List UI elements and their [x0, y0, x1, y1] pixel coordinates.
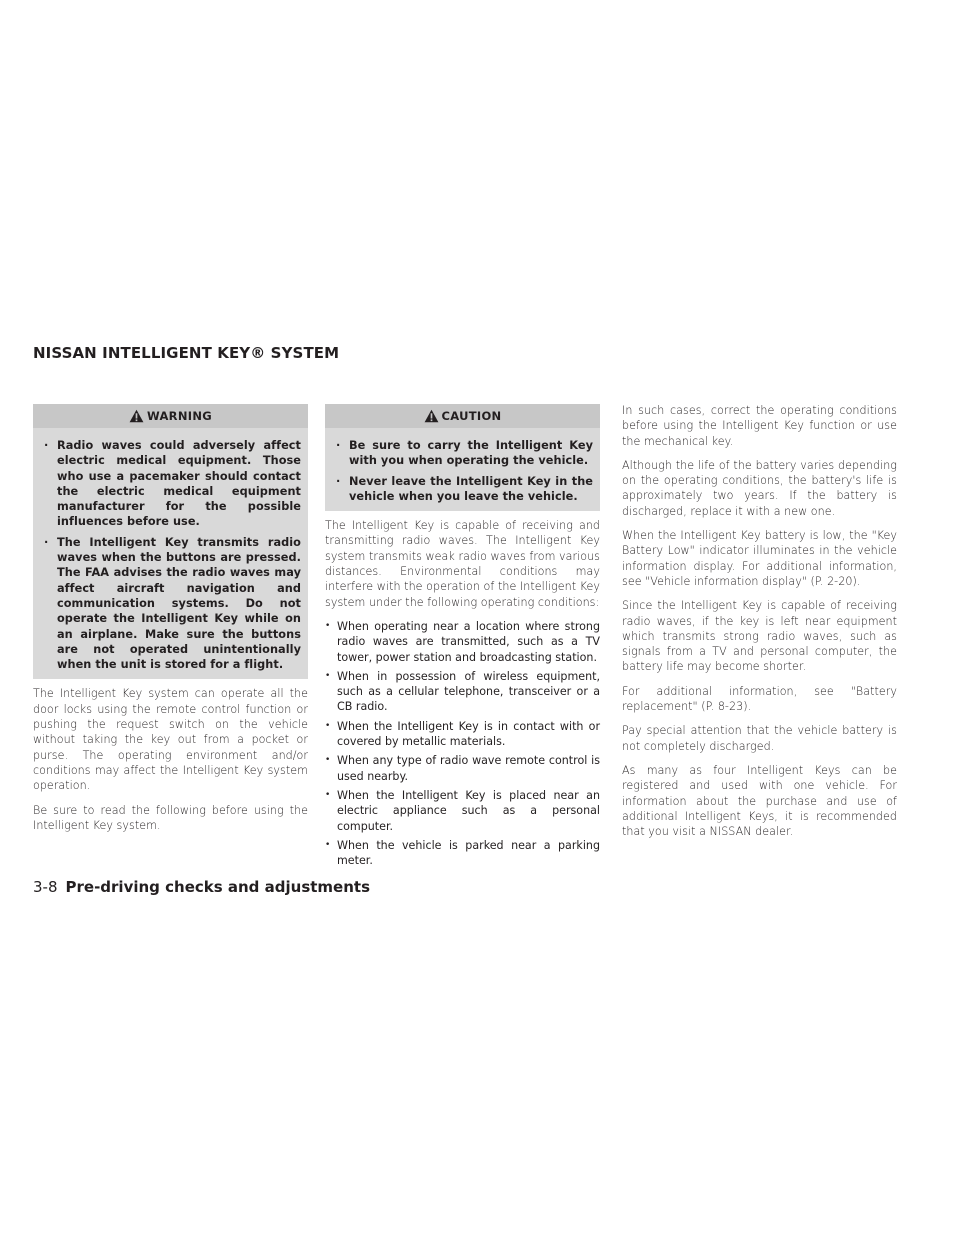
body-paragraph: Be sure to read the following before using the Intelligent Key system. [33, 803, 308, 832]
warning-triangle-icon [129, 409, 144, 423]
body-paragraph: The Intelligent Key is capable of receiving and transmitting radio waves. The Intelligent Key system transmits weak radio waves from various distances. Environmental conditions may interfere with the operation of the Intelligent Key system under the following operating conditions: [325, 519, 600, 609]
warning-title: WARNING [147, 409, 212, 423]
body-paragraph: Pay special attention that the vehicle battery is not completely discharged. [622, 724, 897, 753]
warning-triangle-icon [424, 409, 439, 423]
warning-box [33, 404, 308, 679]
section-title: NISSAN INTELLIGENT KEY® SYSTEM [33, 344, 340, 362]
body-paragraph: When the Intelligent Key battery is low, the "Key Battery Low" indicator illuminates in the vehicle information display. For additional information, see "Vehicle information display" (P. 2-20). [622, 529, 897, 588]
page-footer [33, 878, 370, 896]
list-item: • When any type of radio wave remote control is used nearby. [325, 753, 600, 784]
body-paragraph: Although the life of the battery varies depending on the operating conditions, the battery's life is approximately two years. If the battery is discharged, replace it with a new one. [622, 458, 897, 518]
caution-item: · Be sure to carry the Intelligent Key with you when operating the vehicle. [335, 438, 593, 469]
chapter-title: Pre-driving checks and adjustments [65, 878, 371, 896]
column-2 [325, 404, 600, 876]
operating-conditions-list [325, 619, 600, 868]
column-3 [622, 403, 897, 848]
warning-item: · The Intelligent Key transmits radio waves when the buttons are pressed. The FAA advises the radio waves may affect aircraft navigation and communication systems. Do not operate the Intelligent Key while on an airplane. Make sure the buttons are not operated unintentionally when the unit is stored for a flight. [43, 535, 301, 673]
list-item: • When operating near a location where strong radio waves are transmitted, such as a TV tower, power station and broadcasting station. [325, 619, 600, 665]
caution-title: CAUTION [441, 409, 502, 423]
list-item: • When in possession of wireless equipment, such as a cellular telephone, transceiver or a CB radio. [325, 669, 600, 715]
body-paragraph: Since the Intelligent Key is capable of receiving radio waves, if the key is left near equipment which transmits strong radio waves, such as signals from a TV and personal computer, the battery life may become shorter. [622, 599, 897, 674]
body-paragraph: In such cases, correct the operating conditions before using the Intelligent Key function or use the mechanical key. [622, 404, 897, 448]
body-paragraph: The Intelligent Key system can operate all the door locks using the remote control function or pushing the request switch on the vehicle without taking the key out from a pocket or purse. The operating environment and/or conditions may affect the Intelligent Key system operation. [33, 687, 308, 793]
caution-box [325, 404, 600, 511]
body-paragraph: For additional information, see "Battery replacement" (P. 8-23). [622, 684, 897, 714]
column-1 [33, 404, 308, 842]
list-item: • When the Intelligent Key is in contact with or covered by metallic materials. [325, 719, 600, 750]
warning-item: · Radio waves could adversely affect electric medical equipment. Those who use a pacemaker should contact the electric medical equipment manufacturer for the possible influences before use. [43, 438, 301, 530]
caution-item: · Never leave the Intelligent Key in the vehicle when you leave the vehicle. [335, 474, 593, 505]
page-number: 3-8 [33, 878, 58, 896]
list-item: • When the vehicle is parked near a parking meter. [325, 838, 600, 869]
list-item: • When the Intelligent Key is placed near an electric appliance such as a personal computer. [325, 788, 600, 834]
caution-header [325, 404, 600, 428]
caution-list [325, 428, 600, 504]
body-paragraph: As many as four Intelligent Keys can be registered and used with one vehicle. For information about the purchase and use of additional Intelligent Keys, it is recommended that you visit a NISSAN dealer. [622, 763, 897, 839]
warning-header [33, 404, 308, 428]
warning-list [33, 428, 308, 672]
